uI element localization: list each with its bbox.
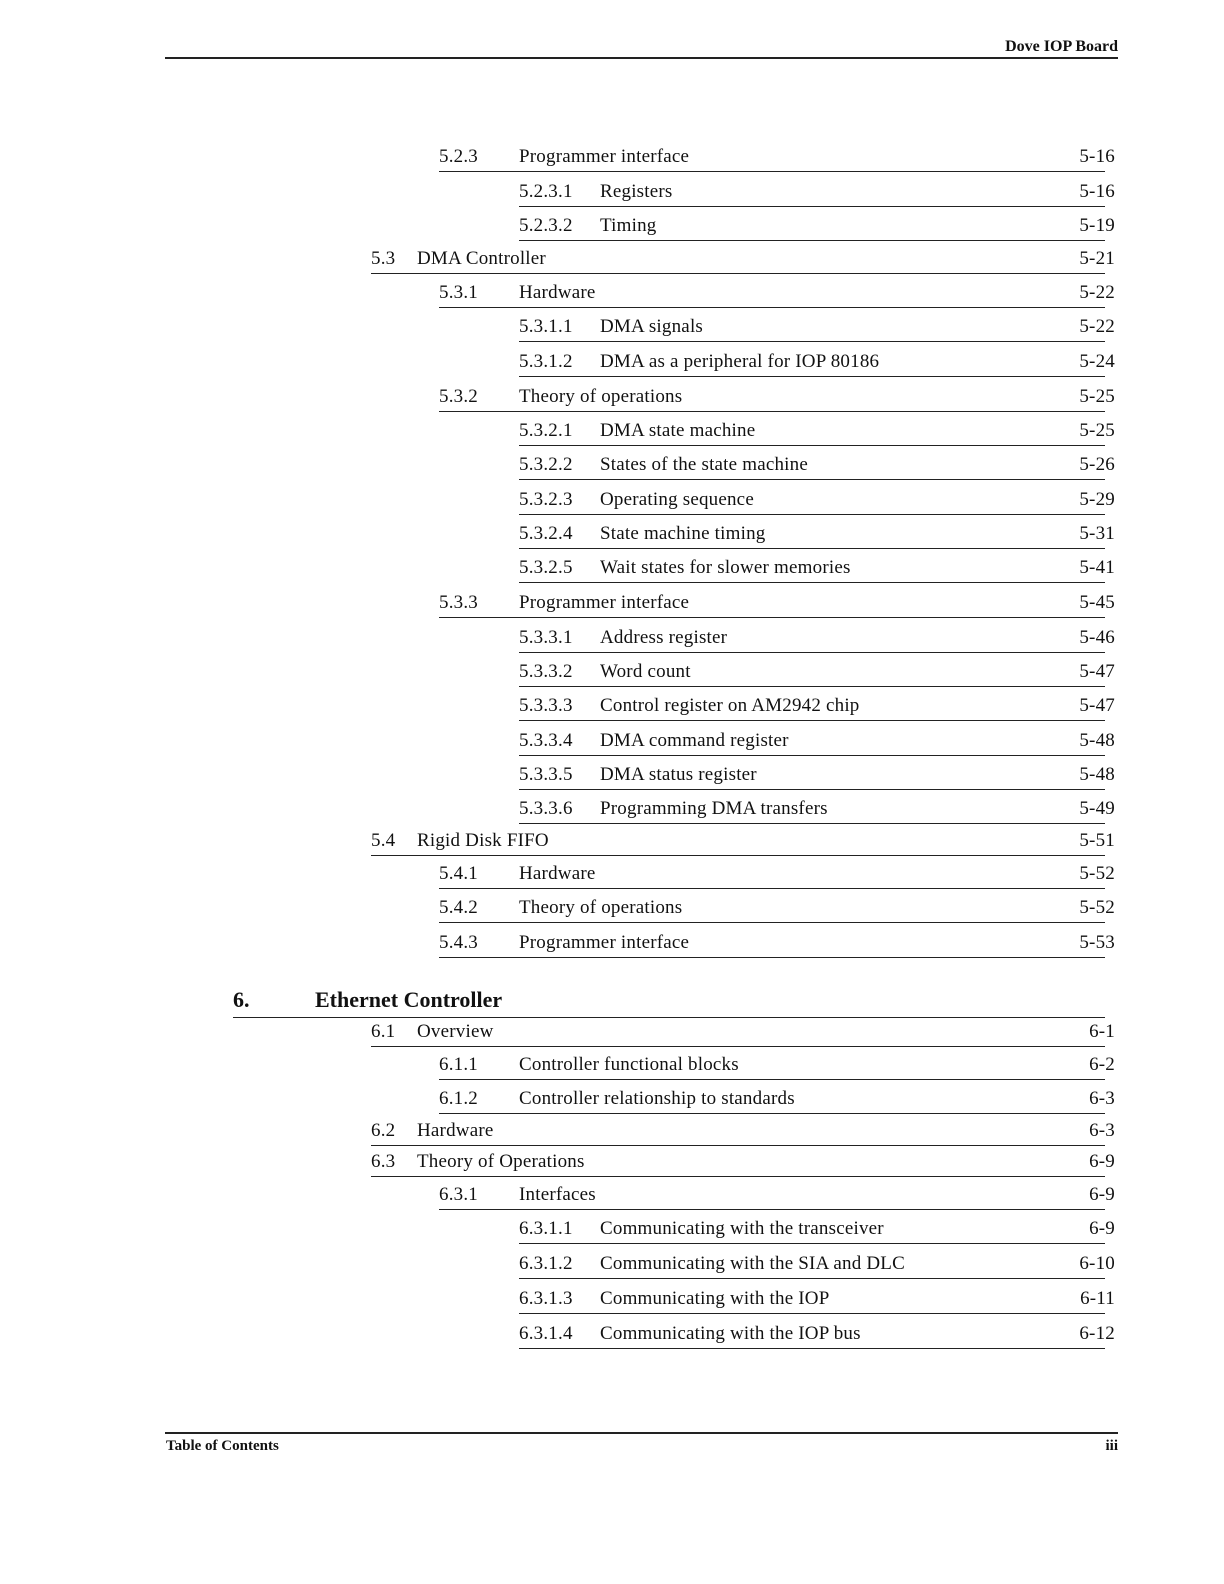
header-rule bbox=[165, 57, 1118, 59]
entry-title: Programmer interface bbox=[519, 146, 690, 167]
entry-page: 6-3 bbox=[1089, 1088, 1115, 1109]
entry-title: Communicating with the IOP bbox=[600, 1288, 830, 1309]
toc-entry bbox=[519, 484, 1115, 515]
toc-entry bbox=[371, 1146, 1115, 1177]
entry-page: 6-10 bbox=[1079, 1253, 1115, 1274]
toc-entry bbox=[519, 346, 1115, 377]
entry-title: Word count bbox=[600, 661, 691, 682]
entry-number: 5.3.3.2 bbox=[519, 661, 573, 682]
entry-number: 5.2.3.1 bbox=[519, 181, 573, 202]
toc-entry bbox=[519, 725, 1115, 756]
entry-number: 5.3.3.5 bbox=[519, 764, 573, 785]
entry-title: Rigid Disk FIFO bbox=[417, 830, 549, 851]
entry-number: 5.3.1.1 bbox=[519, 316, 573, 337]
footer-section-title: Table of Contents bbox=[166, 1438, 279, 1454]
entry-title: Theory of operations bbox=[519, 897, 683, 918]
toc-entry bbox=[519, 1283, 1115, 1314]
entry-title: Theory of Operations bbox=[417, 1151, 585, 1172]
entry-title: Theory of operations bbox=[519, 386, 683, 407]
entry-page: 6-9 bbox=[1089, 1184, 1115, 1205]
chapter-title: Ethernet Controller bbox=[315, 987, 503, 1012]
chapter-heading bbox=[233, 983, 1105, 1018]
toc-entry bbox=[519, 449, 1115, 480]
entry-title: Hardware bbox=[417, 1120, 494, 1141]
toc-entry bbox=[519, 690, 1115, 721]
running-header: Dove IOP Board bbox=[1005, 38, 1118, 55]
entry-number: 5.3.2.3 bbox=[519, 489, 573, 510]
toc-entry bbox=[371, 1016, 1115, 1047]
entry-page: 5-52 bbox=[1079, 897, 1115, 918]
entry-page: 5-22 bbox=[1079, 282, 1115, 303]
entry-number: 6.3 bbox=[371, 1151, 396, 1172]
entry-page: 6-2 bbox=[1089, 1054, 1115, 1075]
entry-title: DMA state machine bbox=[600, 420, 756, 441]
toc-entry bbox=[371, 243, 1115, 274]
toc-entry bbox=[519, 552, 1115, 583]
entry-title: Hardware bbox=[519, 282, 596, 303]
entry-page: 5-48 bbox=[1079, 764, 1115, 785]
toc-entry bbox=[519, 518, 1115, 549]
entry-page: 5-25 bbox=[1079, 420, 1115, 441]
entry-page: 5-47 bbox=[1079, 661, 1115, 682]
entry-page: 5-49 bbox=[1079, 798, 1115, 819]
entry-number: 6.3.1.1 bbox=[519, 1218, 573, 1239]
entry-page: 5-21 bbox=[1079, 248, 1115, 269]
entry-title: DMA signals bbox=[600, 316, 704, 337]
entry-title: Communicating with the SIA and DLC bbox=[600, 1253, 905, 1274]
entry-number: 5.4 bbox=[371, 830, 396, 851]
entry-title: Control register on AM2942 chip bbox=[600, 695, 860, 716]
entry-title: Hardware bbox=[519, 863, 596, 884]
entry-number: 5.3.3.1 bbox=[519, 627, 573, 648]
toc-entry bbox=[439, 858, 1115, 889]
entry-page: 5-51 bbox=[1079, 830, 1115, 851]
toc-entry bbox=[519, 622, 1115, 653]
entry-page: 5-53 bbox=[1079, 932, 1115, 953]
toc-entry bbox=[439, 892, 1115, 923]
entry-page: 5-31 bbox=[1079, 523, 1115, 544]
entry-title: Programmer interface bbox=[519, 932, 690, 953]
entry-page: 5-48 bbox=[1079, 730, 1115, 751]
toc-entry bbox=[519, 1248, 1115, 1279]
entry-number: 6.3.1.4 bbox=[519, 1323, 573, 1344]
toc-entry bbox=[519, 311, 1115, 342]
entry-number: 6.1.2 bbox=[439, 1088, 478, 1109]
entry-page: 5-16 bbox=[1079, 181, 1115, 202]
toc-entry bbox=[519, 1213, 1115, 1244]
entry-number: 6.3.1 bbox=[439, 1184, 478, 1205]
toc-entry bbox=[519, 210, 1115, 241]
toc-entry bbox=[439, 927, 1115, 958]
entry-title: Programmer interface bbox=[519, 592, 690, 613]
entry-number: 6.3.1.3 bbox=[519, 1288, 573, 1309]
toc-entry bbox=[439, 277, 1115, 308]
toc-entry bbox=[519, 656, 1115, 687]
entry-page: 5-26 bbox=[1079, 454, 1115, 475]
entry-page: 5-22 bbox=[1079, 316, 1115, 337]
footer-rule bbox=[165, 1432, 1118, 1434]
entry-number: 6.1.1 bbox=[439, 1054, 478, 1075]
entry-title: Interfaces bbox=[519, 1184, 596, 1205]
entry-page: 6-9 bbox=[1089, 1218, 1115, 1239]
entry-title: DMA status register bbox=[600, 764, 757, 785]
entry-page: 5-47 bbox=[1079, 695, 1115, 716]
entry-page: 6-3 bbox=[1089, 1120, 1115, 1141]
toc-entry bbox=[371, 1115, 1115, 1146]
entry-number: 5.3.2 bbox=[439, 386, 478, 407]
entry-page: 6-11 bbox=[1080, 1288, 1115, 1309]
entry-page: 6-9 bbox=[1089, 1151, 1115, 1172]
entry-number: 5.2.3.2 bbox=[519, 215, 573, 236]
toc-entry bbox=[439, 1179, 1115, 1210]
entry-page: 5-25 bbox=[1079, 386, 1115, 407]
entry-title: Controller functional blocks bbox=[519, 1054, 739, 1075]
entry-number: 5.3 bbox=[371, 248, 396, 269]
entry-number: 5.3.3.6 bbox=[519, 798, 573, 819]
entry-number: 5.3.1.2 bbox=[519, 351, 573, 372]
entry-title: Communicating with the IOP bus bbox=[600, 1323, 861, 1344]
entry-title: Registers bbox=[600, 181, 673, 202]
entry-number: 6.2 bbox=[371, 1120, 396, 1141]
entry-title: Communicating with the transceiver bbox=[600, 1218, 884, 1239]
entry-page: 5-46 bbox=[1079, 627, 1115, 648]
entry-title: Address register bbox=[600, 627, 728, 648]
toc-entry bbox=[439, 1049, 1115, 1080]
entry-number: 5.4.2 bbox=[439, 897, 478, 918]
entry-title: Wait states for slower memories bbox=[600, 557, 851, 578]
toc-entry bbox=[439, 587, 1115, 618]
entry-number: 5.3.3.3 bbox=[519, 695, 573, 716]
entry-page: 5-52 bbox=[1079, 863, 1115, 884]
entry-page: 5-19 bbox=[1079, 215, 1115, 236]
chapter-number: 6. bbox=[233, 987, 250, 1012]
entry-page: 6-12 bbox=[1079, 1323, 1115, 1344]
entry-number: 5.4.3 bbox=[439, 932, 478, 953]
entry-title: Controller relationship to standards bbox=[519, 1088, 795, 1109]
entry-number: 5.3.3 bbox=[439, 592, 478, 613]
entry-page: 5-29 bbox=[1079, 489, 1115, 510]
entry-number: 5.3.1 bbox=[439, 282, 478, 303]
toc-entry bbox=[371, 825, 1115, 856]
entry-title: DMA Controller bbox=[417, 248, 546, 269]
toc-entry bbox=[519, 759, 1115, 790]
entry-number: 5.2.3 bbox=[439, 146, 478, 167]
entry-page: 5-24 bbox=[1079, 351, 1115, 372]
entry-page: 5-45 bbox=[1079, 592, 1115, 613]
entry-number: 5.3.2.2 bbox=[519, 454, 573, 475]
entry-number: 5.3.2.5 bbox=[519, 557, 573, 578]
toc-entry bbox=[519, 1318, 1115, 1349]
entry-title: Timing bbox=[600, 215, 657, 236]
toc-entry bbox=[439, 141, 1115, 172]
entry-title: State machine timing bbox=[600, 523, 766, 544]
entry-title: Programming DMA transfers bbox=[600, 798, 828, 819]
entry-number: 6.3.1.2 bbox=[519, 1253, 573, 1274]
entry-title: DMA as a peripheral for IOP 80186 bbox=[600, 351, 880, 372]
toc-entry bbox=[519, 415, 1115, 446]
entry-page: 5-16 bbox=[1079, 146, 1115, 167]
entry-title: Operating sequence bbox=[600, 489, 754, 510]
toc-entry bbox=[519, 176, 1115, 207]
entry-page: 6-1 bbox=[1089, 1021, 1115, 1042]
entry-number: 5.3.2.1 bbox=[519, 420, 573, 441]
entry-title: Overview bbox=[417, 1021, 494, 1042]
entry-number: 5.3.2.4 bbox=[519, 523, 573, 544]
toc-entry bbox=[519, 793, 1115, 824]
entry-number: 5.4.1 bbox=[439, 863, 478, 884]
page-number: iii bbox=[1105, 1438, 1118, 1454]
entry-title: DMA command register bbox=[600, 730, 789, 751]
entry-title: States of the state machine bbox=[600, 454, 808, 475]
entry-number: 6.1 bbox=[371, 1021, 396, 1042]
toc-entry bbox=[439, 1083, 1115, 1114]
toc-entry bbox=[439, 381, 1115, 412]
entry-number: 5.3.3.4 bbox=[519, 730, 573, 751]
entry-page: 5-41 bbox=[1079, 557, 1115, 578]
